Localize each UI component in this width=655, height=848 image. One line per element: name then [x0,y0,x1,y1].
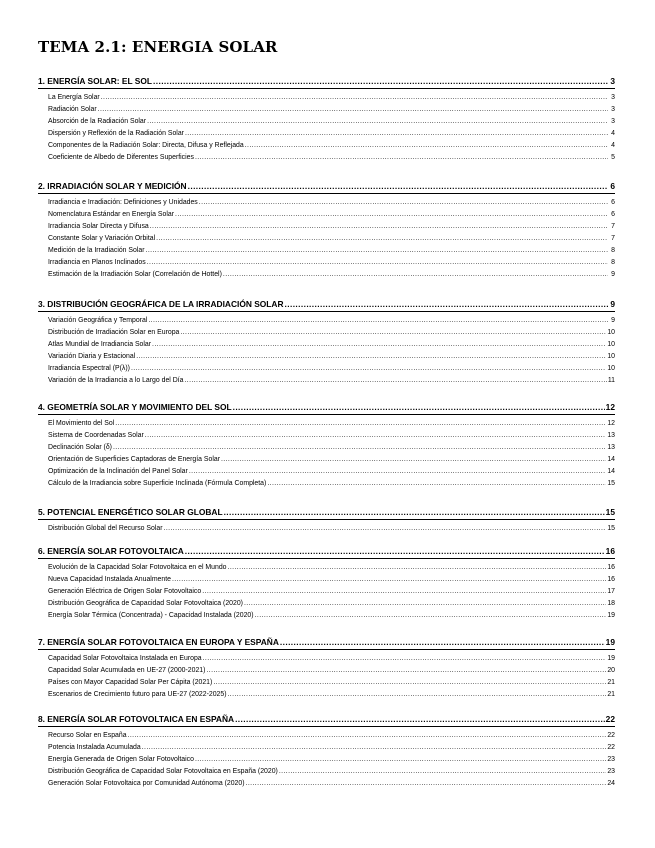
dot-leader [206,667,606,674]
dot-leader [245,142,608,149]
dot-leader [147,118,608,125]
toc-section-heading-page-number: 6 [610,181,615,191]
dot-leader [188,181,608,191]
toc-entry-page-number: 14 [607,456,615,463]
dot-leader [224,507,605,517]
toc-entry[interactable] [48,768,615,778]
toc-entry-label: Distribución Geográfica de Capacidad Solar Fotovoltaica en España (2020) [48,768,278,775]
toc-section-heading-page-number: 16 [605,546,615,556]
toc-section-heading-label: 7. ENERGÍA SOLAR FOTOVOLTAICA EN EUROPA Y ESPAÑA [38,637,279,647]
dot-leader [255,612,607,619]
toc-entry[interactable] [48,223,615,233]
toc-entry-label: Cálculo de la Irradiancia sobre Superficie Inclinada (Fórmula Completa) [48,480,267,487]
dot-leader [148,317,608,324]
toc-entry-label: Sistema de Coordenadas Solar [48,432,144,439]
dot-leader [164,525,607,532]
dot-leader [185,130,608,137]
toc-section-heading[interactable] [38,76,615,88]
toc-section-heading[interactable] [38,546,615,558]
dot-leader [279,768,607,775]
section-divider [38,193,615,194]
toc-entry[interactable] [48,588,615,598]
toc-section-heading-label: 3. DISTRIBUCIÓN GEOGRÁFICA DE LA IRRADIACIÓN SOLAR [38,299,284,309]
dot-leader [147,259,608,266]
toc-entry[interactable] [48,432,615,442]
toc-entry[interactable] [48,420,615,430]
toc-entry[interactable] [48,679,615,689]
toc-entry-label: Escenarios de Crecimiento futuro para UE-27 (2022-2025) [48,691,227,698]
toc-section-heading-page-number: 9 [610,299,615,309]
toc-entry-label: La Energía Solar [48,94,100,101]
section-divider [38,726,615,727]
toc-entry-page-number: 10 [607,353,615,360]
toc-entry[interactable] [48,271,615,281]
toc-entry-page-number: 13 [607,432,615,439]
toc-entry-label: Países con Mayor Capacidad Solar Per Cápita (2021) [48,679,213,686]
toc-entry[interactable] [48,600,615,610]
dot-leader [184,377,606,384]
toc-entry[interactable] [48,744,615,754]
toc-entry-page-number: 23 [607,768,615,775]
toc-section-heading-page-number: 3 [610,76,615,86]
dot-leader [195,756,606,763]
toc-entry-label: Nueva Capacidad Instalada Anualmente [48,576,171,583]
dot-leader [146,247,608,254]
section-divider [38,311,615,312]
section-divider [38,558,615,559]
toc-entry[interactable] [48,756,615,766]
dot-leader [227,691,606,698]
toc-section-heading[interactable] [38,507,615,519]
toc-entry-label: Potencia Instalada Acumulada [48,744,141,751]
dot-leader [213,679,606,686]
toc-entry-page-number: 9 [611,271,615,278]
dot-leader [203,655,607,662]
toc-section-heading[interactable] [38,714,615,726]
dot-leader [280,637,605,647]
toc-entry-page-number: 24 [607,780,615,787]
toc-entry-page-number: 3 [611,118,615,125]
toc-entry[interactable] [48,468,615,478]
toc-section-heading-label: 4. GEOMETRÍA SOLAR Y MOVIMIENTO DEL SOL [38,402,232,412]
toc-section-heading-label: 2. IRRADIACIÓN SOLAR Y MEDICIÓN [38,181,187,191]
toc-entry-page-number: 5 [611,154,615,161]
section-divider [38,414,615,415]
toc-entry-page-number: 12 [607,420,615,427]
toc-entry-label: Generación Solar Fotovoltaica por Comunidad Autónoma (2020) [48,780,245,787]
section-divider [38,88,615,89]
toc-entry[interactable] [48,199,615,209]
dot-leader [180,329,606,336]
toc-entry-page-number: 13 [607,444,615,451]
toc-entry-page-number: 6 [611,199,615,206]
toc-entry-label: Variación de la Irradiancia a lo Largo del Día [48,377,184,384]
dot-leader [145,432,607,439]
toc-entry-label: El Movimiento del Sol [48,420,115,427]
toc-section-heading[interactable] [38,299,615,311]
dot-leader [128,732,607,739]
dot-leader [228,564,607,571]
toc-entry[interactable] [48,235,615,245]
toc-entry-page-number: 7 [611,235,615,242]
toc-entry-page-number: 7 [611,223,615,230]
toc-entry-label: Recurso Solar en España [48,732,127,739]
toc-entry-page-number: 21 [607,691,615,698]
toc-entry-page-number: 15 [607,480,615,487]
dot-leader [136,353,606,360]
toc-entry-page-number: 16 [607,576,615,583]
toc-entry[interactable] [48,444,615,454]
toc-section-heading-page-number: 22 [605,714,615,724]
toc-entry-page-number: 23 [607,756,615,763]
toc-entry[interactable] [48,106,615,116]
toc-entry-label: Optimización de la Inclinación del Panel Solar [48,468,188,475]
toc-entry-label: Nomenclatura Estándar en Energía Solar [48,211,175,218]
toc-entry[interactable] [48,341,615,351]
toc-entry-label: Absorción de la Radiación Solar [48,118,147,125]
toc-entry[interactable] [48,456,615,466]
dot-leader [202,588,606,595]
toc-entry[interactable] [48,118,615,128]
toc-entry[interactable] [48,732,615,742]
toc-entry-label: Dispersión y Reflexión de la Radiación Solar [48,130,184,137]
toc-entry-page-number: 16 [607,564,615,571]
toc-entry-label: Estimación de la Irradiación Solar (Correlación de Hottel) [48,271,222,278]
toc-entry-page-number: 4 [611,142,615,149]
dot-leader [195,154,608,161]
dot-leader [246,780,607,787]
toc-entry-label: Orientación de Superficies Captadoras de Energía Solar [48,456,220,463]
toc-entry-label: Radiación Solar [48,106,97,113]
toc-entry-label: Constante Solar y Variación Orbital [48,235,156,242]
toc-entry-label: Irradiancia e Irradiación: Definiciones y Unidades [48,199,198,206]
toc-entry-page-number: 20 [607,667,615,674]
toc-entry-page-number: 17 [607,588,615,595]
toc-entry-page-number: 18 [607,600,615,607]
dot-leader [101,94,608,101]
toc-section-heading-label: 6. ENERGÍA SOLAR FOTOVOLTAICA [38,546,184,556]
toc-entry[interactable] [48,655,615,665]
toc-section-heading-label: 5. POTENCIAL ENERGÉTICO SOLAR GLOBAL [38,507,223,517]
toc-entry-page-number: 8 [611,247,615,254]
dot-leader [113,444,606,451]
toc-entry-page-number: 22 [607,744,615,751]
toc-entry-label: Capacidad Solar Fotovoltaica Instalada en Europa [48,655,202,662]
toc-entry-label: Irradiancia en Planos Inclinados [48,259,146,266]
toc-entry[interactable] [48,329,615,339]
toc-entry[interactable] [48,780,615,790]
dot-leader [285,299,608,309]
toc-entry-label: Variación Diaria y Estacional [48,353,136,360]
dot-leader [221,456,606,463]
dot-leader [233,402,605,412]
toc-entry[interactable] [48,564,615,574]
toc-entry-page-number: 10 [607,341,615,348]
dot-leader [235,714,605,724]
toc-entry-label: Coeficiente de Albedo de Diferentes Superficies [48,154,194,161]
toc-section-heading[interactable] [38,637,615,649]
toc-entry-label: Distribución Global del Recurso Solar [48,525,163,532]
toc-entry-page-number: 4 [611,130,615,137]
dot-leader [223,271,608,278]
dot-leader [115,420,606,427]
toc-entry[interactable] [48,211,615,221]
toc-section-heading-page-number: 19 [605,637,615,647]
toc-entry-label: Distribución de Irradiación Solar en Europa [48,329,180,336]
toc-entry-label: Medición de la Irradiación Solar [48,247,145,254]
toc-entry[interactable] [48,365,615,375]
toc-entry-label: Atlas Mundial de Irradiancia Solar [48,341,152,348]
toc-entry-label: Declinación Solar (δ) [48,444,112,451]
toc-entry-page-number: 15 [607,525,615,532]
toc-entry[interactable] [48,317,615,327]
toc-entry[interactable] [48,94,615,104]
dot-leader [189,468,607,475]
toc-entry-page-number: 9 [611,317,615,324]
toc-entry[interactable] [48,576,615,586]
dot-leader [172,576,606,583]
toc-entry-page-number: 14 [607,468,615,475]
toc-entry-page-number: 3 [611,106,615,113]
section-divider [38,649,615,650]
toc-entry-page-number: 11 [607,377,615,384]
document-title: TEMA 2.1: ENERGIA SOLAR [38,38,278,56]
dot-leader [244,600,606,607]
toc-section-heading[interactable] [38,181,615,193]
toc-entry-page-number: 10 [607,365,615,372]
dot-leader [150,223,608,230]
toc-entry-page-number: 6 [611,211,615,218]
toc-entry-page-number: 22 [607,732,615,739]
toc-section-heading-page-number: 12 [605,402,615,412]
toc-entry[interactable] [48,142,615,152]
toc-entry-label: Irradiancia Solar Directa y Difusa [48,223,149,230]
toc-entry-label: Energía Generada de Origen Solar Fotovoltaico [48,756,194,763]
toc-entry-label: Capacidad Solar Acumulada en UE-27 (2000-2021) [48,667,206,674]
dot-leader [131,365,606,372]
toc-entry[interactable] [48,377,615,387]
toc-entry-page-number: 21 [607,679,615,686]
toc-entry-label: Componentes de la Radiación Solar: Directa, Difusa y Reflejada [48,142,244,149]
section-divider [38,519,615,520]
toc-entry-page-number: 19 [607,655,615,662]
toc-entry-page-number: 19 [607,612,615,619]
toc-entry[interactable] [48,525,615,535]
toc-entry-label: Energía Solar Térmica (Concentrada) - Capacidad Instalada (2020) [48,612,254,619]
dot-leader [267,480,606,487]
dot-leader [98,106,608,113]
toc-entry[interactable] [48,691,615,701]
toc-entry[interactable] [48,480,615,490]
dot-leader [175,211,608,218]
dot-leader [199,199,608,206]
dot-leader [185,546,605,556]
toc-entry[interactable] [48,667,615,677]
toc-entry-label: Irradiancia Espectral (P(λ)) [48,365,130,372]
dot-leader [153,76,608,86]
toc-entry[interactable] [48,259,615,269]
dot-leader [156,235,608,242]
toc-entry-label: Distribución Geográfica de Capacidad Solar Fotovoltaica (2020) [48,600,243,607]
toc-entry-label: Generación Eléctrica de Origen Solar Fotovoltaico [48,588,202,595]
toc-section-heading-label: 8. ENERGÍA SOLAR FOTOVOLTAICA EN ESPAÑA [38,714,235,724]
toc-entry-page-number: 10 [607,329,615,336]
toc-section-heading[interactable] [38,402,615,414]
toc-entry[interactable] [48,612,615,622]
toc-entry[interactable] [48,130,615,140]
toc-entry[interactable] [48,353,615,363]
toc-entry-label: Evolución de la Capacidad Solar Fotovoltaica en el Mundo [48,564,227,571]
toc-entry-label: Variación Geográfica y Temporal [48,317,148,324]
dot-leader [142,744,607,751]
toc-entry-page-number: 8 [611,259,615,266]
toc-entry[interactable] [48,154,615,164]
toc-section-heading-page-number: 15 [605,507,615,517]
toc-entry[interactable] [48,247,615,257]
toc-entry-page-number: 3 [611,94,615,101]
dot-leader [152,341,606,348]
toc-section-heading-label: 1. ENERGÍA SOLAR: EL SOL [38,76,153,86]
